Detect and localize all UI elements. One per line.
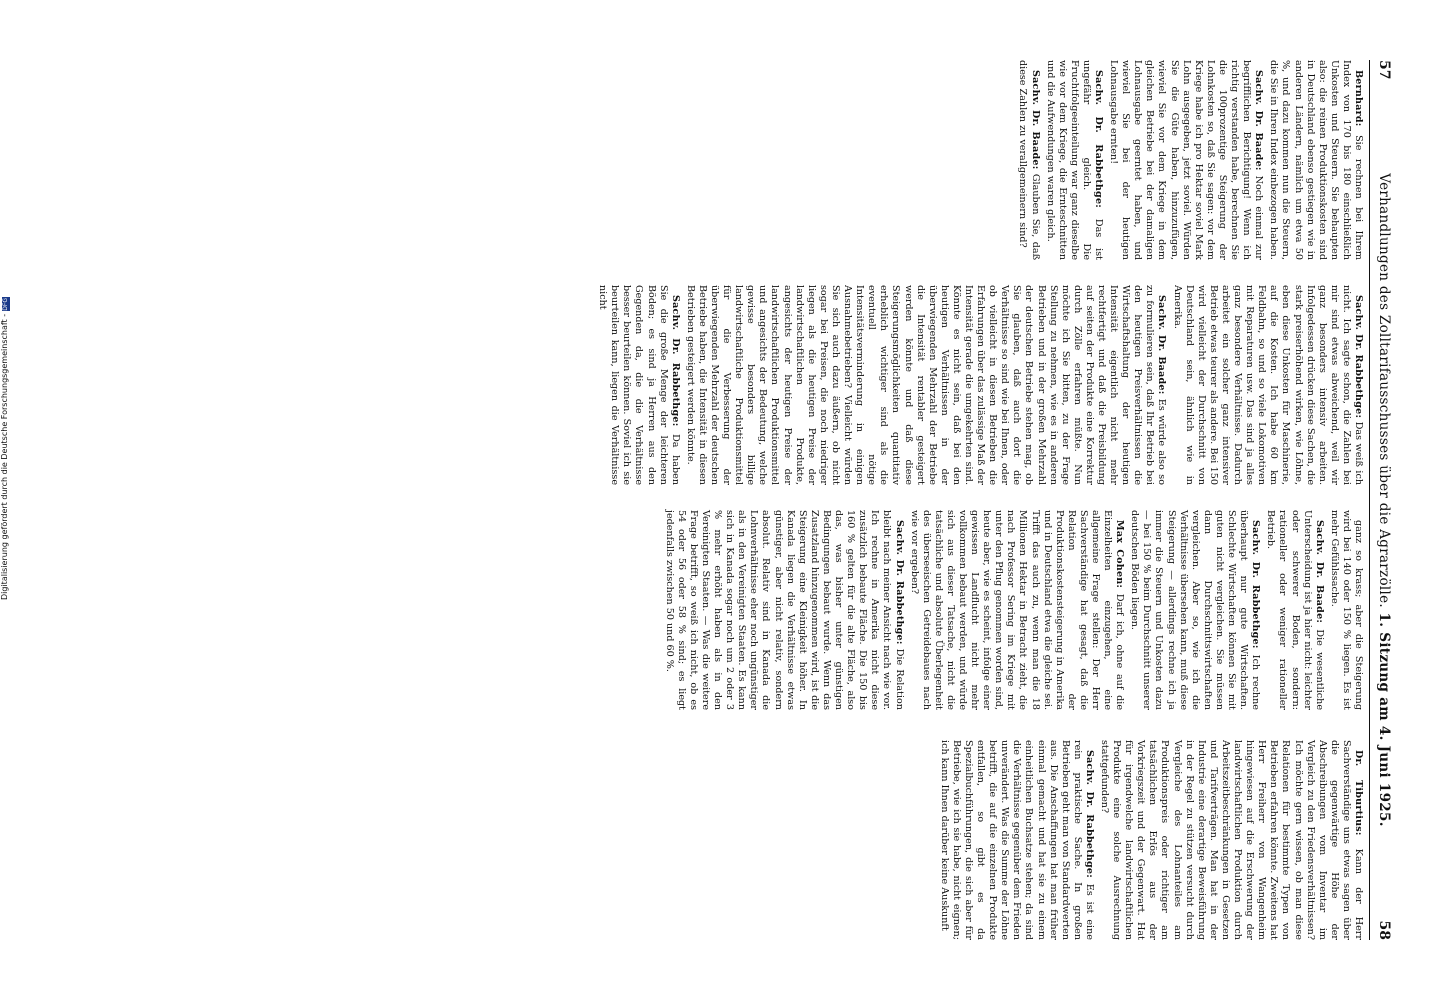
paragraph: [596, 285, 681, 485]
paragraph-text: Da haben Sie die große Menge der leichteren Böden; es sind ja Herren aus den Gegenden da, die die Verhältnisse besser beurteilen können. Soviel ich sie beurteilen kann, liegen die Verhältnisse nicht: [597, 285, 681, 485]
paragraph: [1128, 510, 1261, 710]
paragraph-text: Glauben Sie, daß diese Zahlen zu verallgemeinern sind?: [1017, 60, 1041, 260]
speaker-name: Sachv. Dr. Baade:: [1313, 520, 1325, 624]
left-col-2: [593, 285, 1364, 485]
header-session: 1. Sitzung am 4. Juni 1925.: [1376, 612, 1392, 827]
paragraph: [908, 510, 1126, 710]
paragraph: [1328, 510, 1364, 710]
paragraph: [1016, 60, 1040, 260]
paragraph-text: Das weiß ich nicht. Ich sagte schon, die Zahlen bei mir sind etwas abweichend, weil wir ganz besonders intensiv arbeiten. Infolgedessen drücken diese Sachen, die stark preiserhöhend wirken, wie Löhne, eben diese Unkosten für Maschinerie, auf die Kosten. Ich habe 60 km Feldbahn, so und so viele Lokomotiven mit Reparaturen usw. Das sind ja alles ganz besondere Verhältnisse. Dadurch arbeitet ein solcher ganz intensiver Betrieb etwas teurer als andere. Bei 150 wird vielleicht der Durchschnitt von Deutschland sein, ähnlich wie in Amerika.: [1171, 285, 1364, 485]
paragraph: [938, 740, 1095, 940]
speaker-name: Max Cohen:: [1114, 520, 1126, 589]
digitization-note: Digitalisierung gefördert durch die Deutsche Forschungsgemeinschaft -: [0, 313, 9, 600]
right-col-1: [660, 510, 1364, 710]
speaker-name: Sachv. Dr. Rabbethge:: [669, 295, 681, 427]
page-number-left: 57: [1376, 60, 1392, 80]
paragraph-text: Das ist ungefähr gleich. Die Fruchtfolgeeinteilung war ganz dieselbe wie vor dem Kriege, die Ernteschnitten und die Aufwendungen waren gleich.: [1044, 60, 1105, 260]
paragraph-text: ganz so krass; aber die Steigerung wird bei 140 oder 150 % liegen. Es ist mehr Gefühlssache.: [1328, 510, 1364, 710]
speaker-name: Sachv. Dr. Baade:: [1253, 70, 1265, 171]
paragraph-text: Es würde also so zu formulieren sein, daß Ihr Betrieb bei den heutigen Preisverhältnissen die Wirtschaftshaltung der heutigen Intensität eigentlich nicht mehr rechtfertigt und daß die Preisbildung auf seiten der Produkte eine Korrektur durch Zölle erfahren müßte. Nun möchte ich Sie bitten, zu der Frage Stellung zu nehmen, wie es in anderen Betrieben und in der großen Mehrzahl der deutschen Betriebe stehen mag, ob Sie glauben, daß auch dort die Verhältnisse so sind wie bei Ihnen, oder ob vielleicht in diesen Betrieben die Erfahrungen über das zulässige Maß der Intensität gerade die umgekehrten sind. Könnte es nicht sein, daß bei den heutigen Verhältnissen in der überwiegenden Mehrzahl der Betriebe die Intensität rentabler gesteigert werden könnte und daß diese Steigerungsmöglichkeiten quantitativ erheblich wichtiger sind als die eventuell nötige Intensitätsverminderung in einigen Ausnahmebetrieben? Vielleicht würden Sie sich auch dazu äußern, ob nicht sogar bei Preisen, die noch niedriger liegen als die heutigen Preise der landwirtschaftlichen Produkte, angesichts der heutigen Preise der landwirtschaftlichen Produktionsmittel und angesichts der Bedeutung, welche gewisse besonders billige landwirtschaftliche Produktionsmittel für die Verbesserung der überwiegenden Mehrzahl der deutschen Betriebe haben, die Intensität in diesen Betrieben gesteigert werden könnte.: [684, 285, 1168, 485]
paragraph-text: Sie rechnen bei Ihrem Index von 170 bis 180 einschließlich Unkosten und Steuern. Sie behaupten also: die reinen Produktionskosten sind in Deutschland ebenso gestiegen wie in anderen Ländern, nämlich um etwa 50 %, und dazu kommen nun die Steuern, die Sie in Ihren Index einbezogen haben.: [1268, 60, 1364, 260]
left-col-1: [1013, 60, 1364, 260]
paragraph-text: Noch einmal zur begrifflichen Berichtigung! Wenn ich richtig verstanden habe, berechnen Sie die 100prozentige Steigerung der Lohnkosten so, daß Sie sagen: vor dem Kriege habe ich pro Hektar soviel Mark Lohn ausgegeben, jetzt soviel. Würden Sie die Güte haben, hinzuzufügen, wieviel Sie vor dem Kriege in dem gleichen Betriebe bei der damaligen Lohnausgabe geerntet haben, und wieviel Sie bei der heutigen Lohnausgabe ernten!: [1108, 60, 1265, 260]
paragraph-text: Die wesentliche Unterscheidung ist ja hier nicht: leichter oder schwerer Boden, sondern: rationeller oder weniger rationeller Betrieb.: [1265, 510, 1325, 710]
paragraph-text: Ich rechne überhaupt nur gute Wirtschaften. Schlechte Wirtschaften können Sie mit guten nicht vergleichen. Sie müssen dann Durchschnittswirtschaften vergleichen. Aber so, wie ich die Verhältnisse übersehen kann, muß diese Steigerung — allerdings rechne ich ja immer die Steuern und Unkosten dazu — bei 150 % beim Durchschnitt unserer deutschen Böden liegen.: [1129, 510, 1262, 710]
header-title: [1376, 100, 1392, 900]
paragraph: [1171, 285, 1365, 485]
header-title-text: Verhandlungen des Zolltarifausschusses über die Agrarzölle.: [1376, 173, 1392, 609]
paragraph: [1098, 740, 1364, 940]
paragraph-text: Die Relation bleibt nach meiner Ansicht nach wie vor. Ich rechne in Amerika nicht diese zusätzlich bebaute Fläche. Die 150 bis 160 % gelten für die alte Fläche, also das, was bisher unter günstigen Bedingungen bebaut wurde. Wenn das Zusatzland hinzugenommen wird, ist die Steigerung eine Kleinigkeit höher. In Kanada liegen die Verhältnisse etwas günstiger, aber nicht relativ, sondern absolut. Relativ sind in Kanada die Lohnverhältnisse eher noch ungünstiger als in den Vereinigten Staaten. Es kann sich in Kanada sogar noch um 2 oder 3 % mehr erhöht haben als in den Vereinigten Staaten. — Was die weitere Frage betrifft, so weiß ich nicht, ob es 54 oder 56 oder 58 % sind; es liegt jedenfalls zwischen 50 und 60 %.: [663, 510, 905, 710]
dfg-logo: DFG: [2, 297, 9, 311]
paragraph: [684, 285, 1168, 485]
speaker-name: Sachv. Dr. Rabbethge:: [893, 520, 905, 645]
paragraph-text: Darf ich, ohne auf die Einzelheiten einzugehen, eine allgemeine Frage stellen: Der Herr Sachverständige hat gesagt, daß die Relation der Produktionskostensteigerung in Amerika und in Deutschland etwa die gleiche sei. Trifft das auch zu, wenn man die 18 Millionen Hektar in Betracht zieht, die nach Professor Sering im Kriege mit unter den Pflug genommen worden sind, heute aber, wie es scheint, infolge einer gewissen Landflucht nicht mehr vollkommen bebaut werden, und würde sich aus dieser Tatsache, nicht die tatsächliche und absolute Überlegenheit des überseeischen Getreidebaues nach wie vor ergeben?: [908, 510, 1126, 710]
paragraph: [1044, 60, 1104, 260]
speaker-name: Dr. Tiburtius:: [1353, 750, 1364, 836]
speaker-name: Sachv. Dr. Baade:: [1029, 70, 1041, 170]
page-header: [1369, 60, 1392, 940]
page-number-right: 58: [1376, 920, 1392, 940]
speaker-name: Sachv. Dr. Rabbethge:: [1083, 750, 1095, 878]
speaker-name: Sachv. Dr. Rabbethge:: [1093, 70, 1105, 209]
speaker-name: Sachv. Dr. Baade:: [1156, 295, 1168, 395]
paragraph: [1267, 60, 1364, 260]
paragraph: [1107, 60, 1264, 260]
paragraph: [1264, 510, 1324, 710]
digitization-footer: [0, 200, 10, 600]
paragraph: [663, 510, 905, 710]
speaker-name: Sachv. Dr. Rabbethge:: [1250, 520, 1262, 649]
paragraph-text: Es ist eine rein praktische Sache. In großen Betrieben geht man von Standardwerten aus. Die Anschaffungen hat man früher einmal gemacht und hat sie zu einem einheitlichen Buchsatze stehen; da sind die Verhältnisse gegenüber dem Frieden unverändert. Was die Summe der Löhne betrifft, die auf die einzelnen Produkte entfallen, so gibt es da Spezialbuchführungen, die sich aber für Betriebe, wie ich sie habe, nicht eignen; ich kann Ihnen darüber keine Auskunft: [938, 740, 1095, 940]
speaker-name: Sachv. Dr. Rabbethge:: [1353, 295, 1364, 419]
speaker-name: Bernhard:: [1353, 70, 1364, 127]
paragraph-text: Kann der Herr Sachverständige uns etwas sagen über die gegenwärtige Höhe der Abschreibungen vom Inventar im Vergleich zu den Friedensverhältnissen? Ich möchte gern wissen, ob man diese Relationen für bestimmte Typen von Betrieben erfahren könnte. Zweitens hat Herr Freiherr von Wangenheim hingewiesen auf die Erschwerung der landwirtschaftlichen Produktion durch Arbeitszeitbeschränkungen in Gesetzen und Tarifverträgen. Man hat in der Industrie eine derartige Beweisführung in der Regel zu stützen versucht durch Vergleiche des Lohnanteiles am Produktionspreis oder richtiger am tatsächlichen Erlös aus der Vorkriegszeit und der Gegenwart. Hat für irgendwelche landwirtschaftlichen Produkte eine solche Ausrechnung stattgefunden?: [1099, 740, 1364, 940]
right-col-2: [935, 740, 1364, 940]
